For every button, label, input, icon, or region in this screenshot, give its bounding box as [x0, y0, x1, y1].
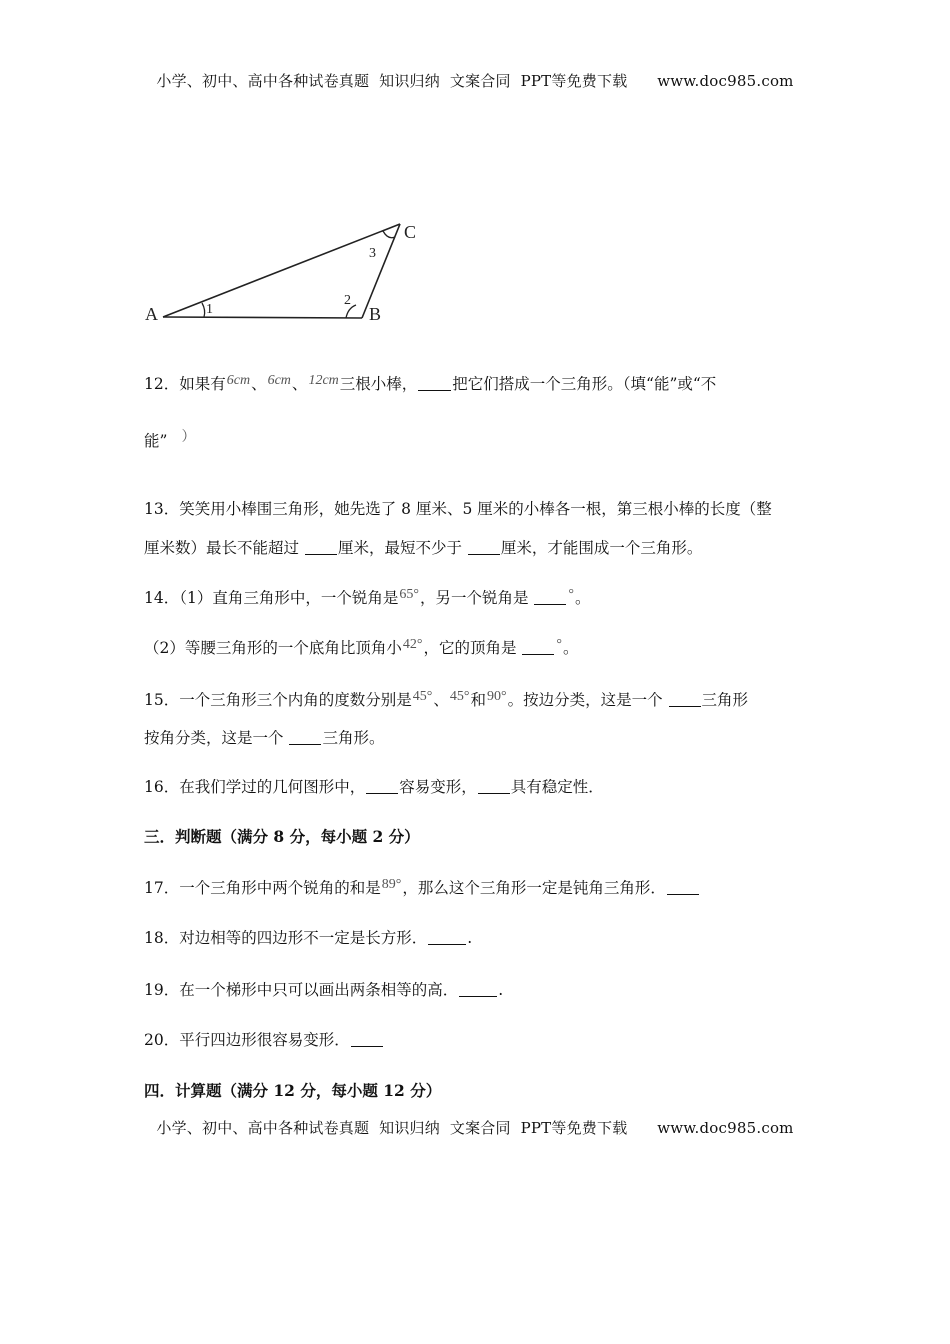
answer-blank[interactable] [351, 1032, 383, 1047]
vertex-label-c: C [404, 222, 417, 242]
question-12: 12．如果有6cm、6cm、12cm三根小棒， 把它们搭成一个三角形。（填“能”或“不 [144, 373, 717, 393]
triangle-figure [140, 212, 440, 332]
angle-label-2: 2 [344, 293, 351, 308]
question-16: 16．在我们学过的几何图形中， 容易变形， 具有稳定性． [144, 778, 604, 796]
answer-blank[interactable] [468, 540, 500, 555]
answer-blank[interactable] [418, 376, 451, 391]
side-ac [163, 224, 400, 317]
answer-blank[interactable] [366, 779, 398, 794]
answer-blank[interactable] [478, 779, 510, 794]
question-14-2: （2）等腰三角形的一个底角比顶角小42°，它的顶角是 °。 [144, 637, 579, 657]
answer-blank[interactable] [534, 590, 566, 605]
vertex-label-a: A [145, 304, 158, 324]
answer-blank[interactable] [669, 692, 701, 707]
angle-arc-c [383, 231, 395, 238]
question-13-cont: 厘米数）最长不能超过 厘米，最短不少于 厘米，才能围成一个三角形。 [144, 539, 703, 557]
question-19: 19．在一个梯形中只可以画出两条相等的高． . [144, 981, 504, 999]
page-header: 小学、初中、高中各种试卷真题 知识归纳 文案合同 PPT等免费下载 www.doc985.com [156, 72, 794, 90]
page-footer: 小学、初中、高中各种试卷真题 知识归纳 文案合同 PPT等免费下载 www.doc985.com [156, 1119, 794, 1137]
angle-label-1: 1 [206, 302, 213, 317]
question-15: 15．一个三角形三个内角的度数分别是45°、45°和90°。按边分类，这是一个 三角形 [144, 689, 749, 709]
vertex-label-b: B [369, 304, 382, 324]
answer-blank[interactable] [428, 930, 466, 945]
angle-arc-a [202, 303, 205, 317]
question-20: 20．平行四边形很容易变形． [144, 1028, 384, 1050]
angle-label-3: 3 [369, 246, 376, 261]
question-12-cont: 能” ） [144, 430, 196, 450]
question-14-1: 14．（1）直角三角形中，一个锐角是65°，另一个锐角是 °。 [144, 587, 591, 607]
answer-blank[interactable] [667, 880, 699, 895]
answer-blank[interactable] [289, 730, 321, 745]
question-15-cont: 按角分类，这是一个 三角形。 [144, 729, 385, 747]
section-4-title: 四．计算题（满分 12 分，每小题 12 分） [144, 1081, 442, 1100]
answer-blank[interactable] [459, 982, 497, 997]
answer-blank[interactable] [305, 540, 337, 555]
question-18: 18．对边相等的四边形不一定是长方形． . [144, 929, 473, 947]
section-3-title: 三．判断题（满分 8 分，每小题 2 分） [144, 827, 420, 846]
answer-blank[interactable] [522, 640, 554, 655]
question-17: 17．一个三角形中两个锐角的和是89°，那么这个三角形一定是钝角三角形． [144, 876, 700, 898]
question-13: 13．笑笑用小棒围三角形，她先选了 8 厘米、5 厘米的小棒各一根，第三根小棒的长度（整 [144, 500, 772, 518]
side-ab [163, 317, 362, 318]
